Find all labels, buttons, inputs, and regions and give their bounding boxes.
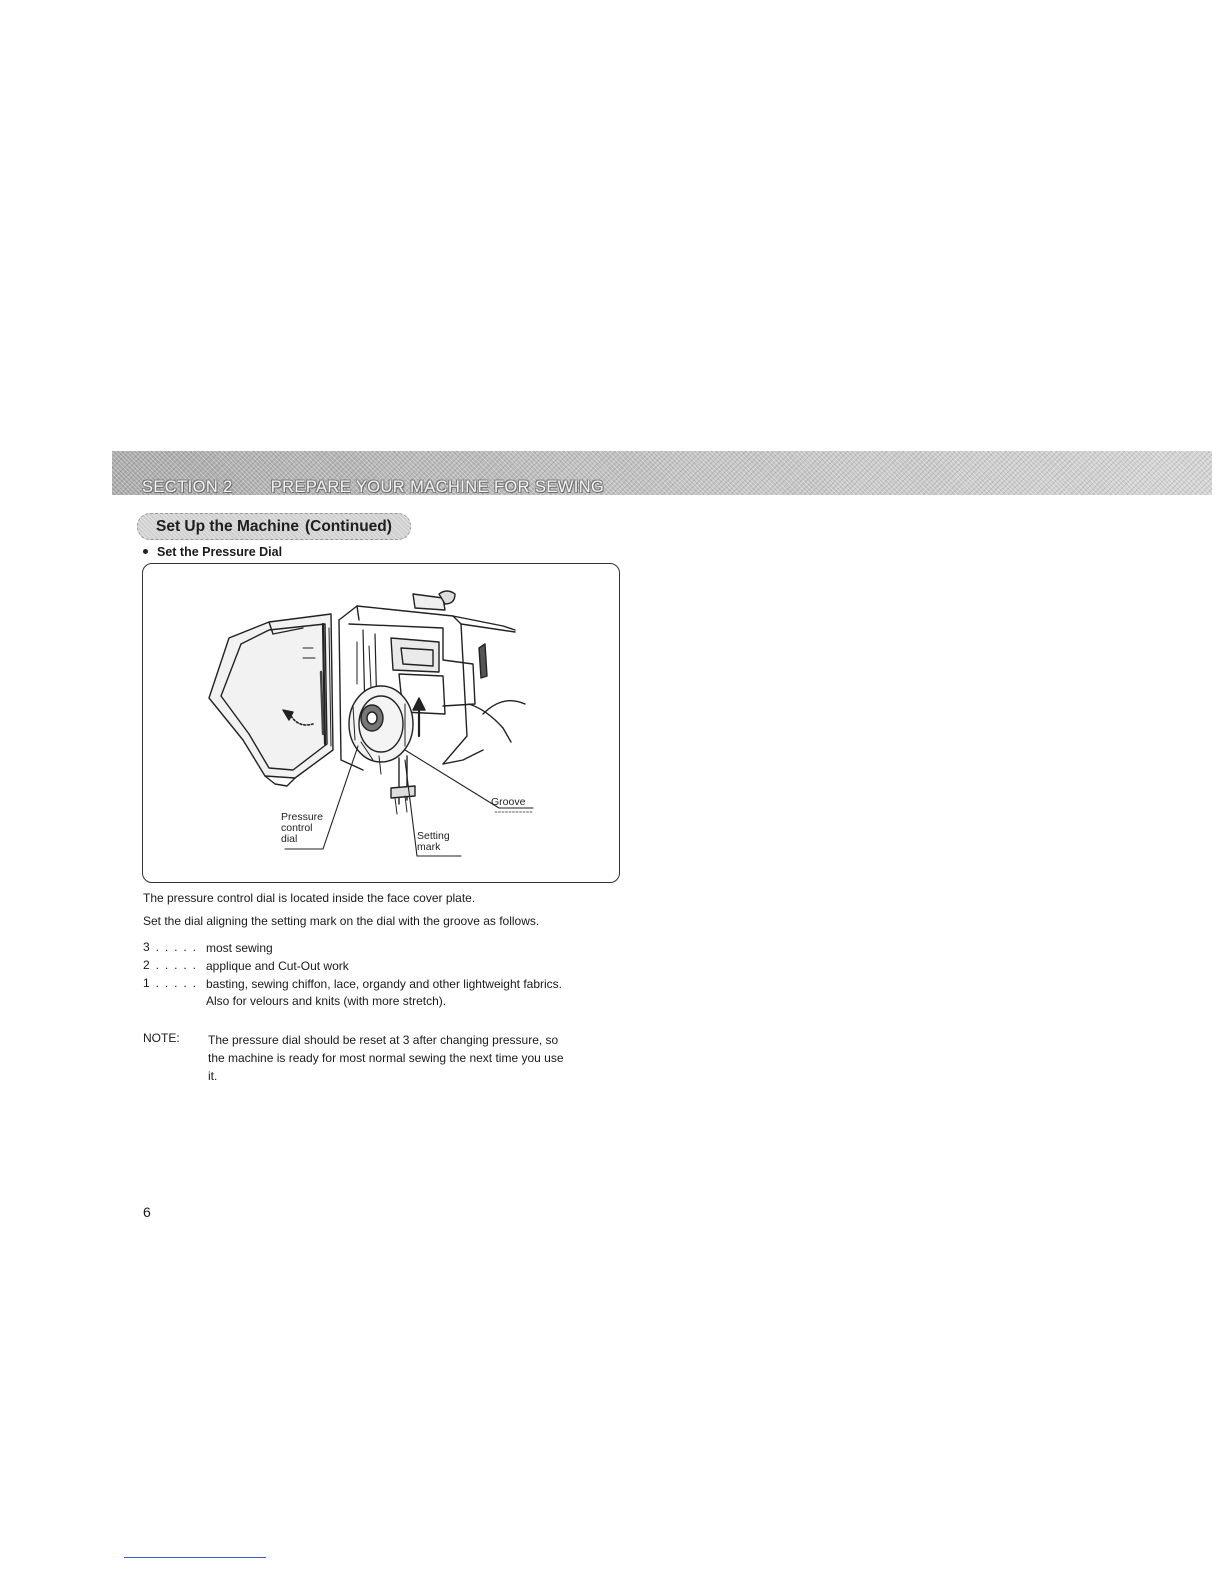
face-cover-plate-icon	[209, 614, 333, 786]
section-number: SECTION 2	[142, 478, 233, 496]
intro-paragraph-1: The pressure control dial is located inside the face cover plate.	[143, 891, 476, 905]
figure-box	[142, 563, 620, 883]
presser-bar-icon	[391, 756, 415, 814]
note-label: NOTE:	[143, 1031, 180, 1045]
setting-mark-label: Setting mark	[417, 830, 450, 853]
setting-1-number: 1 . . . . .	[143, 976, 198, 990]
subheading-continued: (Continued)	[304, 518, 392, 535]
pressure-control-dial-label: Pressure control dial	[281, 811, 324, 845]
setting-2-text: applique and Cut-Out work	[206, 959, 349, 973]
intro-paragraph-2: Set the dial aligning the setting mark on the dial with the groove as follows.	[143, 914, 540, 928]
setting-1-text: basting, sewing chiffon, lace, organdy and other lightweight fabrics. Also for velours and knits (with more stretch).	[206, 977, 562, 1008]
subheading-pill	[137, 513, 411, 540]
pressure-control-dial-icon	[349, 686, 413, 774]
groove-label: Groove	[491, 796, 526, 808]
footer-rule	[124, 1557, 266, 1558]
note-text: The pressure dial should be reset at 3 after changing pressure, so the machine is ready for most normal sewing the next time you use it.	[208, 1033, 564, 1083]
section-banner-text	[142, 478, 604, 497]
bullet-icon	[143, 549, 148, 554]
bullet-heading	[143, 545, 282, 559]
bullet-heading-text: Set the Pressure Dial	[157, 545, 283, 559]
subheading-main: Set Up the Machine	[156, 518, 299, 535]
section-banner	[112, 451, 1212, 495]
setting-3-number: 3 . . . . .	[143, 940, 198, 954]
page-number: 6	[143, 1204, 151, 1220]
setting-2-number: 2 . . . . .	[143, 958, 198, 972]
section-title: PREPARE YOUR MACHINE FOR SEWING	[270, 478, 605, 496]
sewing-machine-illustration	[143, 564, 621, 884]
setting-3-text: most sewing	[206, 941, 273, 955]
upward-arrow-icon	[413, 698, 425, 736]
